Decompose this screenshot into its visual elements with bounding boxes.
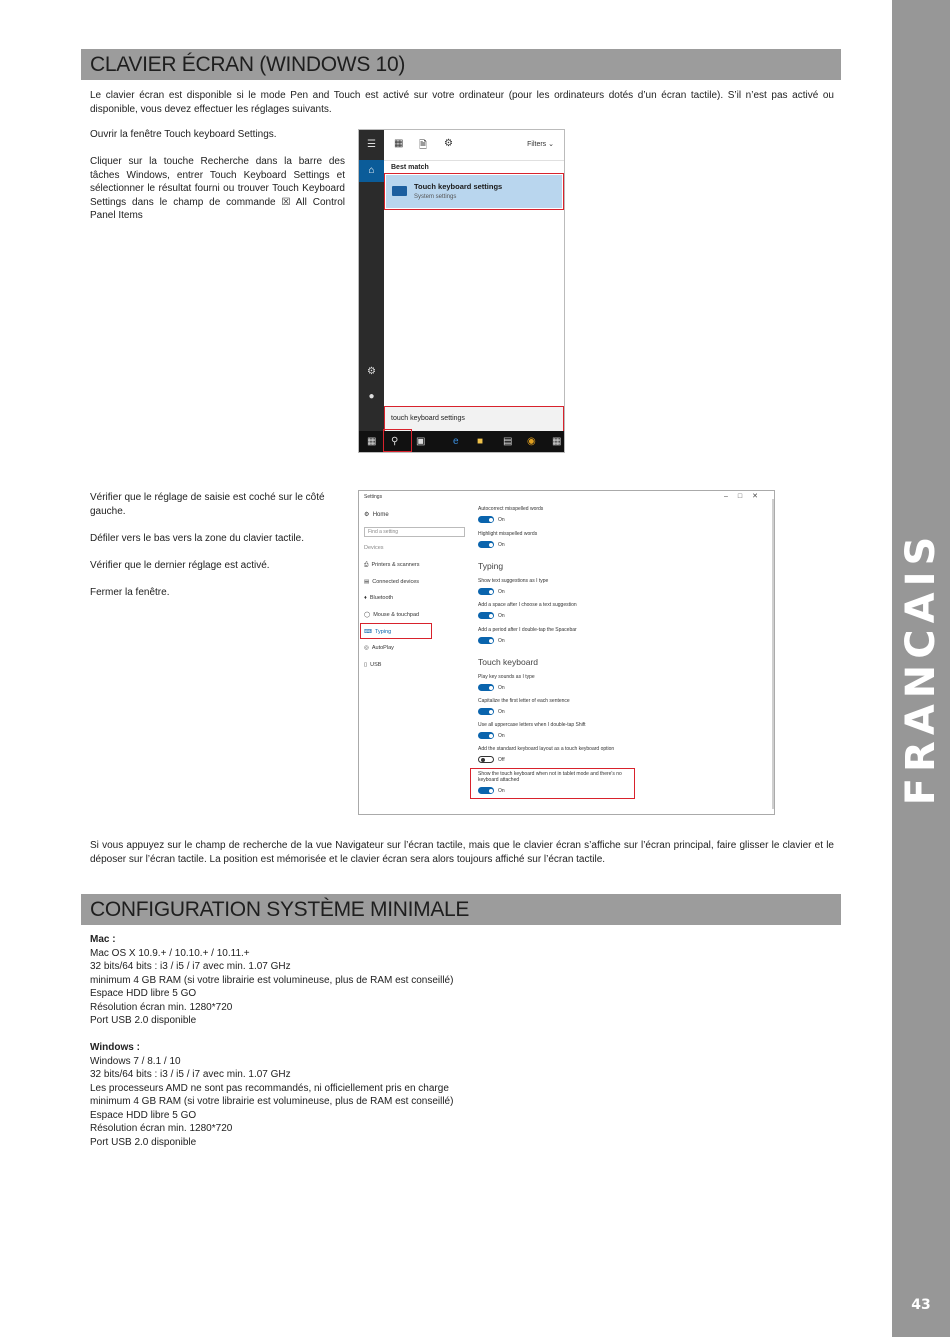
- steps-block-2: [90, 491, 350, 613]
- settings-window-title: Settings: [364, 494, 383, 500]
- toggle-state: On: [498, 709, 505, 715]
- setting-label: Add a period after I double-tap the Spacebar: [478, 627, 577, 633]
- steps-block: [90, 128, 345, 236]
- section-header-keyboard: [81, 49, 841, 80]
- req-line: Résolution écran min. 1280*720: [90, 1001, 233, 1013]
- result-highlight-box: [384, 173, 564, 210]
- req-line: Espace HDD libre 5 GO: [90, 988, 197, 999]
- gear-icon: ⚙: [367, 366, 376, 377]
- task-view-icon[interactable]: ▣: [416, 436, 426, 447]
- step-check-last: Vérifier que le dernier réglage est activé.: [90, 559, 270, 571]
- explorer-icon[interactable]: ■: [477, 436, 484, 447]
- step-check-typing: Vérifier que le réglage de saisie est coché sur le côté gauche.: [90, 492, 325, 517]
- nav-mouse[interactable]: ◯ Mouse & touchpad: [364, 612, 420, 618]
- windows-label: Windows :: [90, 1042, 140, 1053]
- toggle-state: On: [498, 685, 505, 691]
- setting-label: Add a space after I choose a text suggestion: [478, 602, 577, 608]
- typing-highlight-box: [360, 623, 432, 639]
- best-match-label: Best match: [391, 164, 429, 171]
- edge-icon[interactable]: e: [453, 436, 459, 447]
- toggle-state: On: [498, 542, 505, 548]
- calculator-icon[interactable]: ▦: [552, 436, 562, 447]
- toggle-switch[interactable]: [478, 708, 494, 715]
- web-gear-icon[interactable]: ⚙: [444, 138, 453, 149]
- intro-paragraph: Le clavier écran est disponible si le mode Pen and Touch est activé sur votre ordinateur (pour les ordinateurs dotés d’un écran tactile). S’il n’est pas activé ou disponible, vous devez effectuer les réglages suivants.: [90, 90, 834, 115]
- toggle-switch-off[interactable]: [478, 756, 494, 763]
- req-line: minimum 4 GB RAM (si votre librairie est volumineuse, plus de RAM est conseillé): [90, 1096, 454, 1107]
- req-line: Résolution écran min. 1280*720: [90, 1123, 233, 1134]
- toggle-state: On: [498, 613, 505, 619]
- devices-group-label: Devices: [364, 545, 384, 551]
- setting-label: Show the touch keyboard when not in tablet mode and there's no keyboard attached: [478, 771, 622, 783]
- start-rail: [359, 130, 384, 431]
- hamburger-icon: ☰: [367, 139, 376, 150]
- store-icon[interactable]: ▤: [503, 436, 513, 447]
- search-icon[interactable]: ⚲: [391, 436, 399, 447]
- nav-connected-devices[interactable]: ▤ Connected devices: [364, 579, 420, 585]
- toggle-state: On: [498, 788, 505, 794]
- user-icon: ●: [368, 391, 375, 402]
- settings-screenshot: [358, 490, 775, 815]
- nav-usb[interactable]: ▯ USB: [364, 662, 382, 668]
- req-line: Port USB 2.0 disponible: [90, 1136, 197, 1148]
- setting-label: Highlight misspelled words: [478, 531, 538, 537]
- toggle-switch[interactable]: [478, 732, 494, 739]
- scrollbar[interactable]: [772, 499, 774, 809]
- search-toolbar: [384, 130, 564, 161]
- search-box-text: touch keyboard settings: [391, 415, 465, 422]
- toggle-state: Off: [498, 757, 505, 763]
- page-number: 43: [911, 1297, 931, 1313]
- toggle-switch[interactable]: [478, 588, 494, 595]
- home-icon: ⌂: [368, 165, 375, 176]
- req-line: 32 bits/64 bits : i3 / i5 / i7 avec min. 1.07 GHz: [90, 961, 291, 972]
- req-line: minimum 4 GB RAM (si votre librairie est volumineuse, plus de RAM est conseillé): [90, 974, 454, 986]
- apps-icon[interactable]: ▦: [394, 138, 404, 149]
- toggle-state: On: [498, 517, 505, 523]
- step-scroll-down: Défiler vers le bas vers la zone du clavier tactile.: [90, 532, 304, 544]
- note-paragraph: Si vous appuyez sur le champ de recherche de la vue Navigateur sur l’écran tactile, mais que le clavier écran s’affiche sur l’écran principal, faire glisser le clavier et le déposer sur l’écran tactile. La position est mémorisée et le clavier écran sera alors toujours affiché sur l’écran tactile.: [90, 840, 834, 865]
- setting-label: Use all uppercase letters when I double-tap Shift: [478, 722, 586, 728]
- toggle-switch[interactable]: [478, 541, 494, 548]
- setting-label: Show text suggestions as I type: [478, 578, 549, 584]
- toggle-switch[interactable]: [478, 684, 494, 691]
- home-rail-item[interactable]: [359, 160, 384, 182]
- chrome-icon[interactable]: ◉: [527, 436, 536, 447]
- toggle-state: On: [498, 638, 505, 644]
- toggle-switch[interactable]: [478, 637, 494, 644]
- section-header-requirements: [81, 894, 841, 925]
- nav-printers[interactable]: ⎙ Printers & scanners: [364, 562, 420, 568]
- req-line: Mac OS X 10.9.+ / 10.10.+ / 10.11.+: [90, 947, 250, 959]
- mac-label: Mac :: [90, 934, 116, 945]
- req-line: Les processeurs AMD ne sont pas recommandés, ni officiellement pris en charge: [90, 1082, 449, 1094]
- language-label: FRANCAIS: [898, 530, 944, 806]
- settings-home[interactable]: ⚙ Home: [364, 512, 389, 518]
- setting-label: Capitalize the first letter of each sentence: [478, 698, 570, 704]
- window-controls[interactable]: –□✕: [724, 493, 768, 500]
- find-setting-input[interactable]: Find a setting: [364, 527, 465, 537]
- section-title: CLAVIER ÉCRAN (WINDOWS 10): [90, 53, 406, 76]
- nav-autoplay[interactable]: ◎ AutoPlay: [364, 645, 394, 651]
- step-close: Fermer la fenêtre.: [90, 586, 170, 598]
- step-open-settings: Ouvrir la fenêtre Touch keyboard Settings.: [90, 129, 277, 140]
- filters-dropdown[interactable]: Filters ⌄: [527, 141, 554, 148]
- toggle-state: On: [498, 733, 505, 739]
- requirements-block: [90, 933, 690, 1149]
- step-search-taskbar: Cliquer sur la touche Recherche dans la barre des tâches Windows, entrer Touch Keyboard Settings et sélectionner le résultat fourni ou trouver Touch Keyboard Settings dans le champ de commande ☒ All Control Panel Items: [90, 156, 345, 221]
- last-setting-highlight: [470, 768, 635, 799]
- setting-label: Play key sounds as I type: [478, 674, 535, 680]
- documents-icon[interactable]: 🗎: [419, 140, 428, 151]
- setting-label: Add the standard keyboard layout as a touch keyboard option: [478, 746, 615, 752]
- result-title: Touch keyboard settings: [414, 182, 503, 191]
- section-title: CONFIGURATION SYSTÈME MINIMALE: [90, 898, 470, 921]
- search-button-highlight: [383, 429, 412, 452]
- req-line: 32 bits/64 bits : i3 / i5 / i7 avec min. 1.07 GHz: [90, 1069, 291, 1080]
- touch-keyboard-heading: Touch keyboard: [478, 657, 539, 667]
- windows-start-icon[interactable]: ▦: [367, 436, 377, 447]
- nav-bluetooth[interactable]: ♦ Bluetooth: [364, 595, 394, 601]
- req-line: Windows 7 / 8.1 / 10: [90, 1055, 181, 1067]
- req-line: Espace HDD libre 5 GO: [90, 1109, 197, 1121]
- nav-typing[interactable]: ⌨ Typing: [364, 629, 392, 635]
- windows-search-screenshot: [358, 129, 565, 453]
- typing-heading: Typing: [478, 561, 504, 571]
- result-subtitle: System settings: [414, 194, 457, 200]
- toggle-switch[interactable]: [478, 516, 494, 523]
- toggle-switch[interactable]: [478, 612, 494, 619]
- toggle-state: On: [498, 589, 505, 595]
- setting-label: Autocorrect misspelled words: [478, 506, 544, 512]
- req-line: Port USB 2.0 disponible: [90, 1015, 197, 1026]
